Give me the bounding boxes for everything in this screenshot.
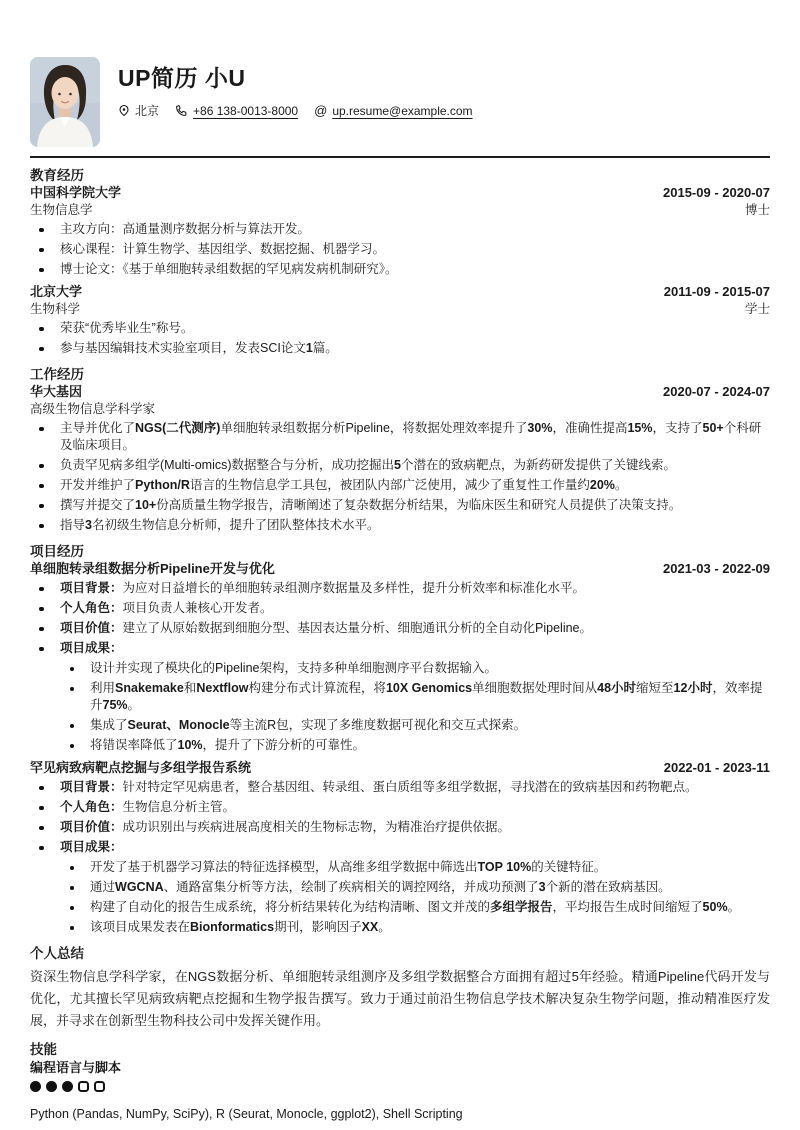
entry-heading-row [30, 185, 770, 201]
bullet-list [30, 580, 770, 754]
entry-title: 华大基因 [30, 384, 83, 399]
bullet-item: 个人角色：项目负责人兼核心开发者。 [30, 600, 770, 617]
location-pin-icon [118, 104, 130, 117]
sub-bullet-item: 将错误率降低了10%，提升了下游分析的可靠性。 [60, 737, 770, 754]
rating-dot-filled [62, 1081, 73, 1092]
bullet-item: 荣获“优秀毕业生”称号。 [30, 320, 770, 337]
rating-dot-filled [46, 1081, 57, 1092]
summary-paragraph: 资深生物信息学科学家，在NGS数据分析、单细胞转录组测序及多组学数据整合方面拥有超过5年经验。精通Pipeline代码开发与优化，尤其擅长罕见病致病靶点挖掘和生物学报告撰写。致力于通过前沿生物信息学技术解决复杂生物学问题，推动精准医疗发展，并寻求在创新型生物科技公司中发挥关键作用。 [30, 969, 770, 1028]
entry-subtitle: 高级生物信息学科学家 [30, 402, 156, 416]
entry [30, 561, 770, 754]
bullet-list [30, 320, 770, 357]
bullet-item: 项目价值：成功识别出与疾病进展高度相关的生物标志物，为精准治疗提供依据。 [30, 819, 770, 836]
header-divider [30, 156, 770, 158]
sub-bullet-item: 该项目成果发表在Bionformatics期刊，影响因子XX。 [60, 919, 770, 936]
sub-bullet-item: 通过WGCNA、通路富集分析等方法，绘制了疾病相关的调控网络，并成功预测了3个新的潜在致病基因。 [60, 879, 770, 896]
sub-bullet-item: 设计并实现了模块化的Pipeline架构，支持多种单细胞测序平台数据输入。 [60, 660, 770, 677]
location-item [118, 102, 159, 119]
bullet-item: 个人角色：生物信息分析主管。 [30, 799, 770, 816]
entry-subtitle-row [30, 203, 770, 218]
bullet-item: 负责罕见病多组学(Multi-omics)数据整合与分析，成功挖掘出5个潜在的致病靶点，为新药研发提供了关键线索。 [30, 457, 770, 474]
entry [30, 384, 770, 534]
entry-date: 2011-09 - 2015-07 [663, 284, 770, 299]
entry [30, 284, 770, 357]
profile-photo [30, 57, 100, 147]
entry-heading-row [30, 284, 770, 300]
bullet-item: 项目价值：建立了从原始数据到细胞分型、基因表达量分析、细胞通讯分析的全自动化Pipeline。 [30, 620, 770, 637]
bullet-item: 项目背景：针对特定罕见病患者，整合基因组、转录组、蛋白质组等多组学数据，寻找潜在的致病基因和药物靶点。 [30, 779, 770, 796]
rating-dot-filled [30, 1081, 41, 1092]
entry-subtitle: 生物科学 [30, 302, 81, 316]
entry-subtitle-row [30, 302, 770, 317]
bullet-item: 撰写并提交了10+份高质量生物学报告，清晰阐述了复杂数据分析结果，为临床医生和研究人员提供了决策支持。 [30, 497, 770, 514]
bullet-item: 核心课程：计算生物学、基因组学、数据挖掘、机器学习。 [30, 241, 770, 258]
entry-subtitle: 生物信息学 [30, 203, 93, 217]
section-title: 教育经历 [30, 168, 84, 183]
entry [30, 185, 770, 278]
email-item[interactable] [314, 104, 472, 118]
bullet-list [30, 420, 770, 534]
location-text: 北京 [135, 104, 160, 118]
skill-rating [30, 1081, 770, 1092]
bullet-item: 项目成果： 开发了基于机器学习算法的特征选择模型，从高维多组学数据中筛选出TOP 10%的关键特征。 通过WGCNA、通路富集分析等方法，绘制了疾病相关的调控网络，并成功预测了3个新的潜在致病基因。 构建了自动化的报告生成系统，将分析结果转化为结构清晰、图文并茂的多组学报告，平均报告生成时间缩短了50%。 该项目成果发表在Bionformatics期刊，影响因子XX。 [30, 839, 770, 936]
entry [30, 760, 770, 936]
entry-title: 中国科学院大学 [30, 185, 122, 200]
entry-degree: 学士 [744, 302, 770, 316]
entry-heading-row [30, 760, 770, 776]
phone-text[interactable]: +86 138-0013-8000 [193, 103, 299, 118]
entry-subtitle-row [30, 402, 770, 417]
bullet-list [30, 221, 770, 278]
resume-header [30, 57, 770, 147]
section-title: 个人总结 [30, 946, 84, 961]
sub-bullet-list [60, 660, 770, 754]
sub-bullet-item: 利用Snakemake和Nextflow构建分布式计算流程，将10X Genomics单细胞数据处理时间从48小时缩短至12小时，效率提升75%。 [60, 680, 770, 714]
bullet-item: 主攻方向：高通量测序数据分析与算法开发。 [30, 221, 770, 238]
bullet-item: 指导3名初级生物信息分析师，提升了团队整体技术水平。 [30, 517, 770, 534]
resume-body [30, 168, 770, 1123]
entry-date: 2015-09 - 2020-07 [663, 185, 770, 200]
bullet-list [30, 779, 770, 936]
bullet-item: 项目成果： 设计并实现了模块化的Pipeline架构，支持多种单细胞测序平台数据输入。 利用Snakemake和Nextflow构建分布式计算流程，将10X Genomics单细胞数据处理时间从48小时缩短至12小时，效率提升75%。 集成了Seurat、Monocle等主流R包，实现了多维度数据可视化和交互式探索。 将错误率降低了10%，提升了下游分析的可靠性。 [30, 640, 770, 754]
sub-bullet-item: 开发了基于机器学习算法的特征选择模型，从高维多组学数据中筛选出TOP 10%的关键特征。 [60, 859, 770, 876]
sub-bullet-list [60, 859, 770, 936]
email-text[interactable]: up.resume@example.com [332, 103, 473, 118]
section-title: 工作经历 [30, 367, 84, 382]
portrait-illustration [30, 57, 100, 147]
skill-category: 编程语言与脚本 [30, 1060, 122, 1075]
sub-bullet-item: 构建了自动化的报告生成系统，将分析结果转化为结构清晰、图文并茂的多组学报告，平均报告生成时间缩短了50%。 [60, 899, 770, 916]
bullet-item: 主导并优化了NGS(二代测序)单细胞转录组数据分析Pipeline，将数据处理效率提升了30%，准确性提高15%，支持了50+个科研及临床项目。 [30, 420, 770, 454]
rating-dot-empty [94, 1081, 105, 1092]
entry-title: 单细胞转录组数据分析Pipeline开发与优化 [30, 561, 275, 576]
entry-date: 2022-01 - 2023-11 [663, 760, 770, 775]
section-title: 技能 [30, 1042, 57, 1057]
entry-heading-row [30, 384, 770, 400]
entry-title: 罕见病致病靶点挖掘与多组学报告系统 [30, 760, 252, 775]
candidate-name: UP简历 小U [118, 65, 246, 91]
sub-bullet-item: 集成了Seurat、Monocle等主流R包，实现了多维度数据可视化和交互式探索。 [60, 717, 770, 734]
entry-title: 北京大学 [30, 284, 83, 299]
entry-heading-row [30, 561, 770, 577]
at-icon: @ [314, 103, 328, 118]
rating-dot-empty [78, 1081, 89, 1092]
bullet-item: 参与基因编辑技术实验室项目，发表SCI论文1篇。 [30, 340, 770, 357]
bullet-item: 项目背景：为应对日益增长的单细胞转录组测序数据量及多样性，提升分析效率和标准化水平。 [30, 580, 770, 597]
header-text-block [118, 57, 473, 119]
section-title: 项目经历 [30, 544, 84, 559]
phone-item[interactable] [175, 104, 298, 118]
bullet-item: 开发并维护了Python/R语言的生物信息学工具包，被团队内部广泛使用，减少了重复性工作量约20%。 [30, 477, 770, 494]
bullet-item: 博士论文：《基于单细胞转录组数据的罕见病发病机制研究》。 [30, 261, 770, 278]
skill-detail: Python (Pandas, NumPy, SciPy), R (Seurat, Monocle, ggplot2), Shell Scripting [30, 1107, 463, 1121]
contact-row [118, 102, 473, 119]
phone-icon [175, 104, 188, 117]
entry-date: 2021-03 - 2022-09 [663, 561, 770, 576]
entry-date: 2020-07 - 2024-07 [663, 384, 770, 399]
entry-degree: 博士 [744, 203, 770, 217]
